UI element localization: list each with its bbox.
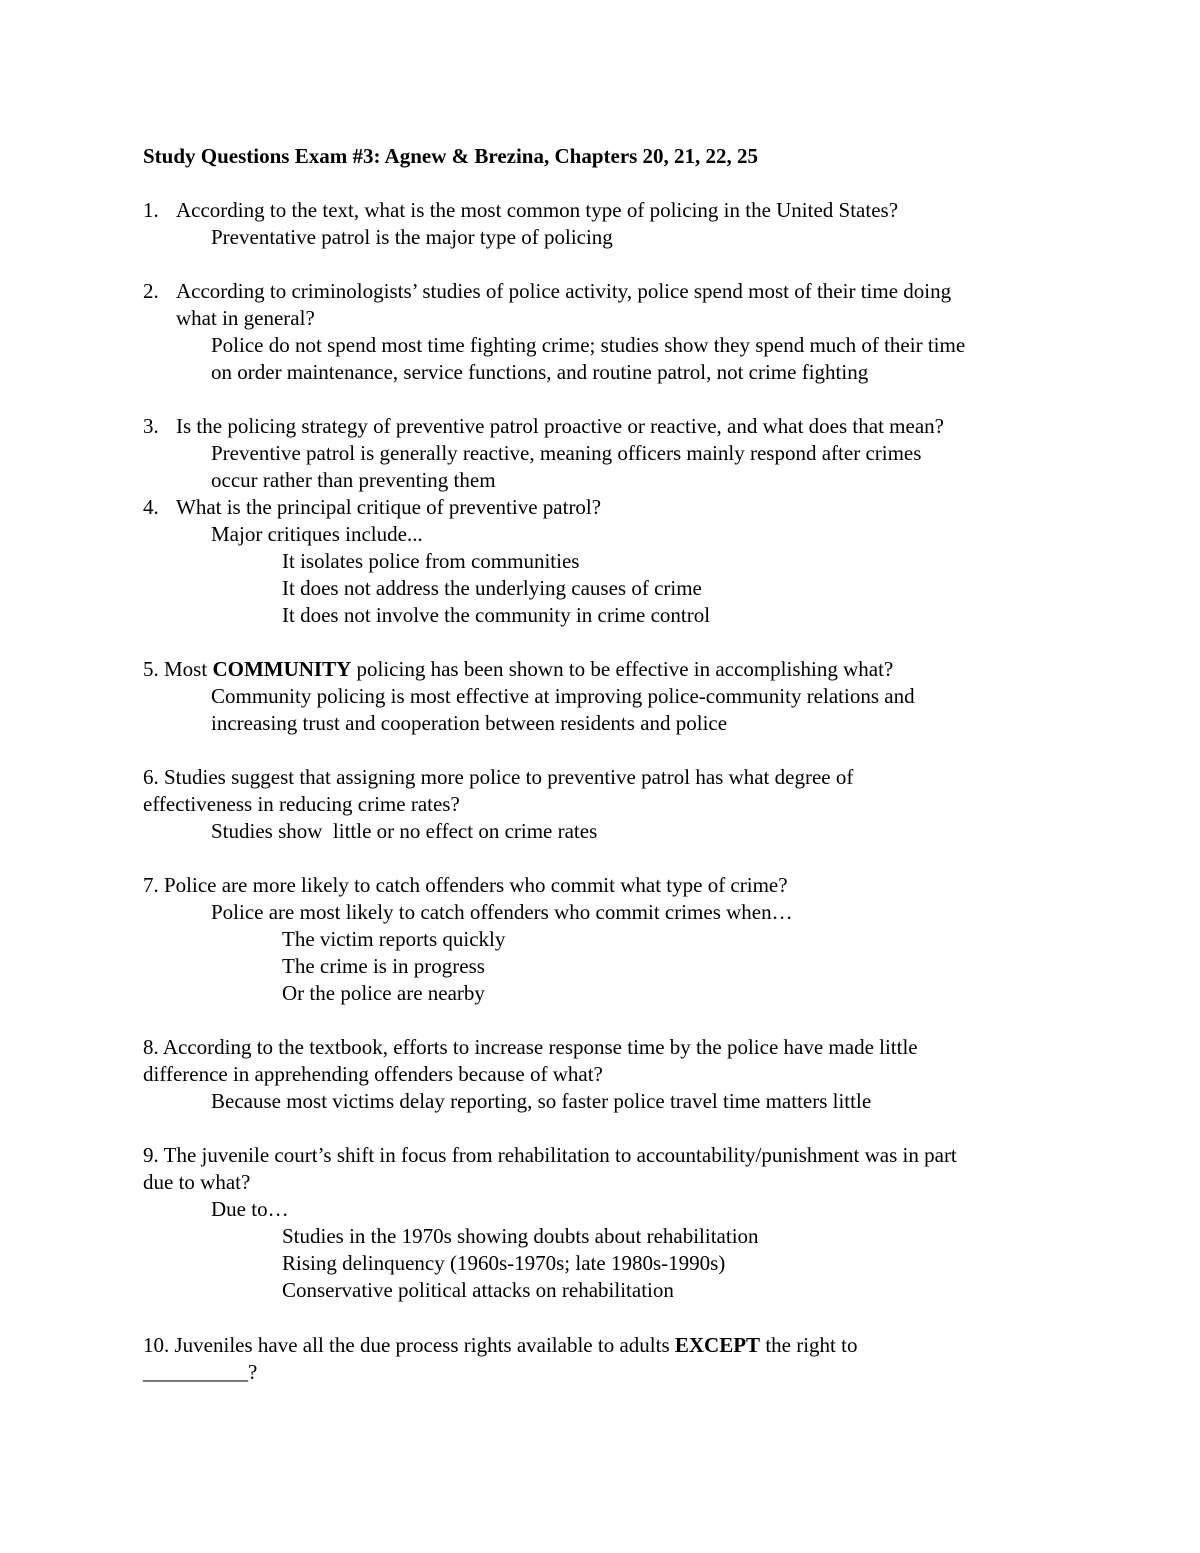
- question-8-text-line2: difference in apprehending offenders because of what?: [143, 1062, 603, 1086]
- question-1-text: According to the text, what is the most common type of policing in the United States?: [176, 198, 899, 222]
- question-10-blank: __________?: [143, 1360, 258, 1384]
- question-3-text: Is the policing strategy of preventive patrol proactive or reactive, and what does that mean?: [176, 414, 944, 438]
- question-8-text-line1: 8. According to the textbook, efforts to increase response time by the police have made little: [143, 1035, 918, 1059]
- answer-5-text-line2: increasing trust and cooperation between residents and police: [211, 711, 728, 735]
- question-1-number: 1.: [143, 198, 159, 222]
- answer-9-intro: Due to…: [211, 1197, 289, 1221]
- question-4-number: 4.: [143, 495, 159, 519]
- question-5-suffix: policing has been shown to be effective in accomplishing what?: [351, 657, 894, 681]
- question-4-text: What is the principal critique of preventive patrol?: [176, 495, 602, 519]
- question-9-text-line1: 9. The juvenile court’s shift in focus from rehabilitation to accountability/punishment was in part: [143, 1143, 957, 1167]
- question-2-text-line2: what in general?: [176, 306, 315, 330]
- question-10-prefix: 10. Juveniles have all the due process rights available to adults: [143, 1333, 675, 1357]
- answer-4-item: It does not address the underlying causes of crime: [282, 576, 702, 600]
- answer-7-item: The crime is in progress: [282, 954, 485, 978]
- answer-8-text: Because most victims delay reporting, so faster police travel time matters little: [211, 1089, 872, 1113]
- answer-6-text: Studies show little or no effect on crime rates: [211, 819, 598, 843]
- question-10-suffix: the right to: [760, 1333, 858, 1357]
- answer-2-text-line2: on order maintenance, service functions, and routine patrol, not crime fighting: [211, 360, 869, 384]
- answer-7-item: The victim reports quickly: [282, 927, 506, 951]
- question-5-text: [143, 656, 893, 683]
- question-7-text: 7. Police are more likely to catch offenders who commit what type of crime?: [143, 873, 788, 897]
- question-5-emphasis: COMMUNITY: [212, 657, 352, 681]
- question-6-text-line2: effectiveness in reducing crime rates?: [143, 792, 460, 816]
- question-10-emphasis: EXCEPT: [674, 1333, 761, 1357]
- answer-3-text-line2: occur rather than preventing them: [211, 468, 496, 492]
- answer-4-item: It does not involve the community in crime control: [282, 603, 711, 627]
- question-5-prefix: 5. Most: [143, 657, 213, 681]
- question-2-text-line1: According to criminologists’ studies of police activity, police spend most of their time doing: [176, 279, 952, 303]
- answer-7-item: Or the police are nearby: [282, 981, 485, 1005]
- answer-9-item: Conservative political attacks on rehabilitation: [282, 1278, 674, 1302]
- question-6-text-line1: 6. Studies suggest that assigning more police to preventive patrol has what degree of: [143, 765, 854, 789]
- answer-2-text-line1: Police do not spend most time fighting crime; studies show they spend much of their time: [211, 333, 966, 357]
- answer-4-item: It isolates police from communities: [282, 549, 580, 573]
- answer-9-item: Studies in the 1970s showing doubts about rehabilitation: [282, 1224, 759, 1248]
- answer-9-item: Rising delinquency (1960s-1970s; late 1980s-1990s): [282, 1251, 726, 1275]
- answer-1-text: Preventative patrol is the major type of policing: [211, 225, 613, 249]
- document-title: Study Questions Exam #3: Agnew & Brezina, Chapters 20, 21, 22, 25: [143, 144, 759, 168]
- answer-3-text-line1: Preventive patrol is generally reactive, meaning officers mainly respond after crimes: [211, 441, 922, 465]
- answer-4-intro: Major critiques include...: [211, 522, 423, 546]
- question-10-text: [143, 1332, 857, 1359]
- answer-5-text-line1: Community policing is most effective at improving police-community relations and: [211, 684, 915, 708]
- question-9-text-line2: due to what?: [143, 1170, 251, 1194]
- question-3-number: 3.: [143, 414, 159, 438]
- answer-7-intro: Police are most likely to catch offenders who commit crimes when…: [211, 900, 793, 924]
- question-2-number: 2.: [143, 279, 159, 303]
